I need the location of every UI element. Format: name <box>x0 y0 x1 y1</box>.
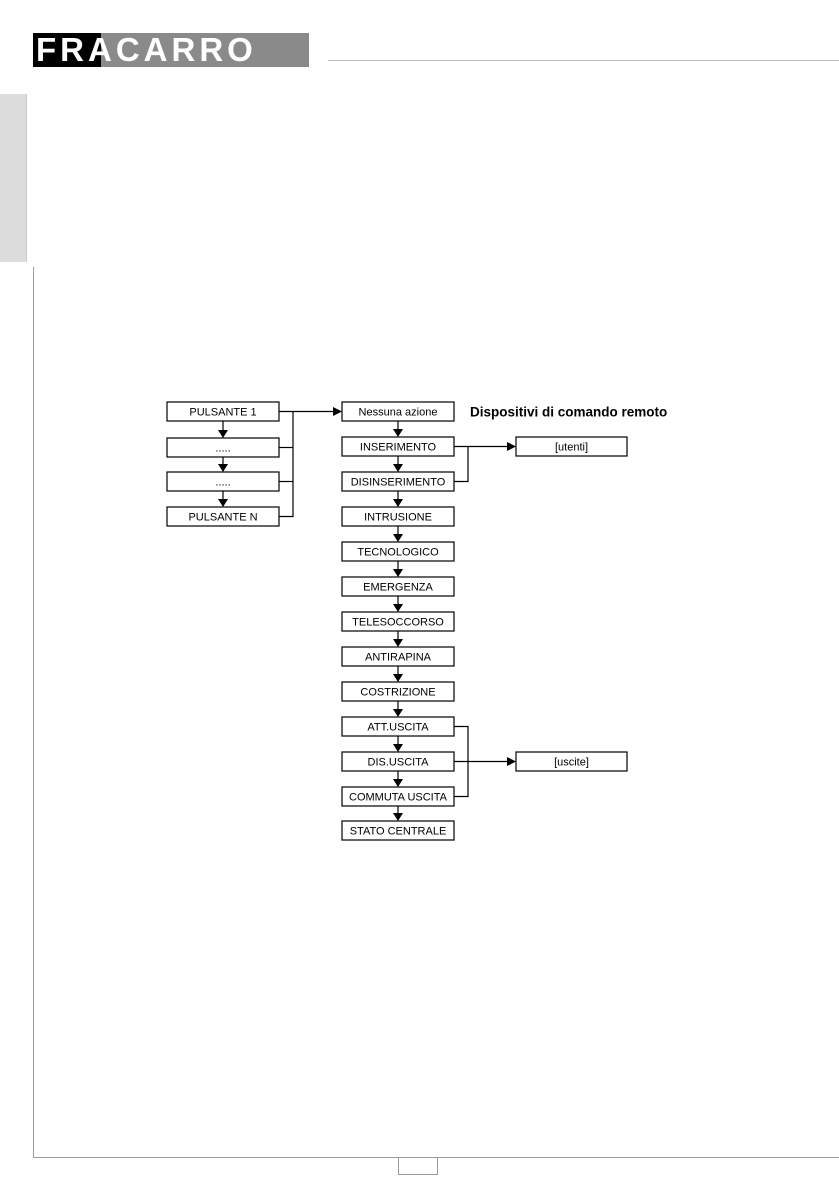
action-arrow-3 <box>393 491 403 507</box>
action-arrow-8 <box>393 666 403 682</box>
diagram-title: Dispositivi di comando remoto <box>470 404 668 420</box>
left-bracket-connector <box>279 407 342 517</box>
target-box-utenti <box>516 437 627 456</box>
logo-wordmark: FRACARRO <box>36 31 257 68</box>
action-label-8: ANTIRAPINA <box>364 651 432 664</box>
action-arrow-4 <box>393 526 403 542</box>
left-label-3: ..... <box>215 476 231 489</box>
action-box-2 <box>342 437 454 456</box>
action-box-4 <box>342 507 454 526</box>
action-label-12: COMMUTA USCITA <box>349 791 447 804</box>
action-label-2: INSERIMENTO <box>359 441 437 454</box>
action-arrow-2 <box>393 456 403 472</box>
action-box-5 <box>342 542 454 561</box>
action-label-5: TECNOLOGICO <box>357 546 439 559</box>
target-label-utenti: [utenti] <box>554 441 589 454</box>
left-label-2: ..... <box>215 442 231 455</box>
left-box-4 <box>167 507 279 526</box>
left-box-3 <box>167 472 279 491</box>
action-box-7 <box>342 612 454 631</box>
action-box-12 <box>342 787 454 806</box>
action-box-8 <box>342 647 454 666</box>
left-arrow-2 <box>218 457 228 472</box>
action-arrow-5 <box>393 561 403 577</box>
action-arrow-12 <box>393 806 403 821</box>
action-label-1: Nessuna azione <box>358 406 438 419</box>
utenti-connector <box>454 442 516 482</box>
action-label-3: DISINSERIMENTO <box>350 476 446 489</box>
action-box-10 <box>342 717 454 736</box>
action-label-9: COSTRIZIONE <box>360 686 436 699</box>
action-label-10: ATT.USCITA <box>367 721 429 734</box>
action-box-6 <box>342 577 454 596</box>
action-box-13 <box>342 821 454 840</box>
left-arrow-3 <box>218 491 228 507</box>
action-label-4: INTRUSIONE <box>364 511 432 524</box>
left-arrow-1 <box>218 421 228 438</box>
action-box-3 <box>342 472 454 491</box>
action-arrow-6 <box>393 596 403 612</box>
left-label-1: PULSANTE 1 <box>189 406 257 419</box>
target-label-uscite: [uscite] <box>554 756 589 769</box>
action-arrow-7 <box>393 631 403 647</box>
action-arrow-1 <box>393 421 403 437</box>
action-label-7: TELESOCCORSO <box>352 616 444 629</box>
target-box-uscite <box>516 752 627 771</box>
left-box-2 <box>167 438 279 457</box>
uscite-connector <box>454 727 516 797</box>
action-box-11 <box>342 752 454 771</box>
action-label-6: EMERGENZA <box>363 581 433 594</box>
action-box-9 <box>342 682 454 701</box>
action-arrow-10 <box>393 736 403 752</box>
left-label-4: PULSANTE N <box>188 511 258 524</box>
action-label-11: DIS.USCITA <box>367 756 429 769</box>
action-box-1 <box>342 402 454 421</box>
action-arrow-11 <box>393 771 403 787</box>
left-box-1 <box>167 402 279 421</box>
action-arrow-9 <box>393 701 403 717</box>
action-label-13: STATO CENTRALE <box>349 825 447 838</box>
